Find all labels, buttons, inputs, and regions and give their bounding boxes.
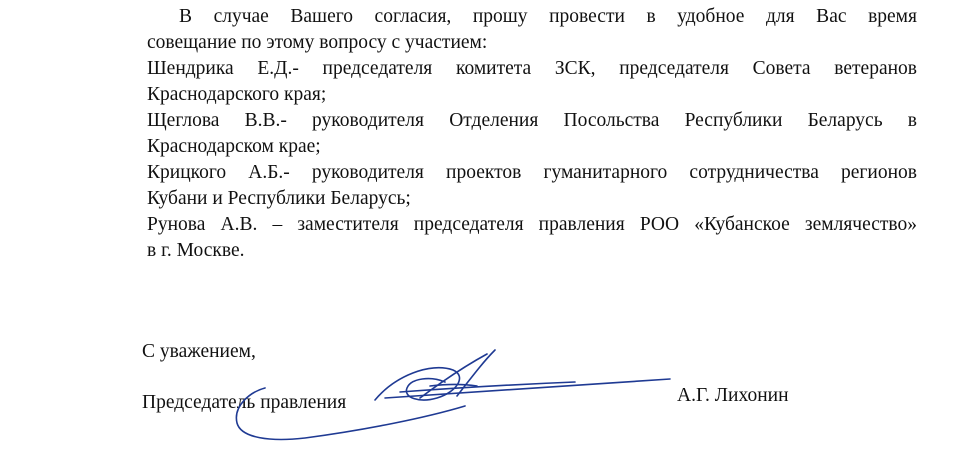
body-line-9: Рунова А.В. – заместителя председателя правления РОО «Кубанское землячество» bbox=[147, 214, 917, 235]
body-line-3: Шендрика Е.Д.- председателя комитета ЗСК, председателя Совета ветеранов bbox=[147, 58, 917, 79]
letter-body bbox=[147, 4, 917, 264]
handwritten-signature bbox=[225, 348, 675, 453]
signatory-name: А.Г. Лихонин bbox=[677, 385, 789, 406]
body-line-1: В случае Вашего согласия, прошу провести в удобное для Вас время bbox=[179, 6, 917, 27]
body-line-10: в г. Москве. bbox=[147, 240, 245, 261]
body-line-8: Кубани и Республики Беларусь; bbox=[147, 188, 411, 209]
body-line-4: Краснодарского края; bbox=[147, 84, 327, 105]
closing-salutation: С уважением, bbox=[142, 341, 256, 362]
body-line-7: Крицкого А.Б.- руководителя проектов гуманитарного сотрудничества регионов bbox=[147, 162, 917, 183]
body-line-2: совещание по этому вопросу с участием: bbox=[147, 32, 488, 53]
body-line-6: Краснодарском крае; bbox=[147, 136, 321, 157]
body-line-5: Щеглова В.В.- руководителя Отделения Посольства Республики Беларусь в bbox=[147, 110, 917, 131]
signatory-title: Председатель правления bbox=[142, 392, 347, 413]
